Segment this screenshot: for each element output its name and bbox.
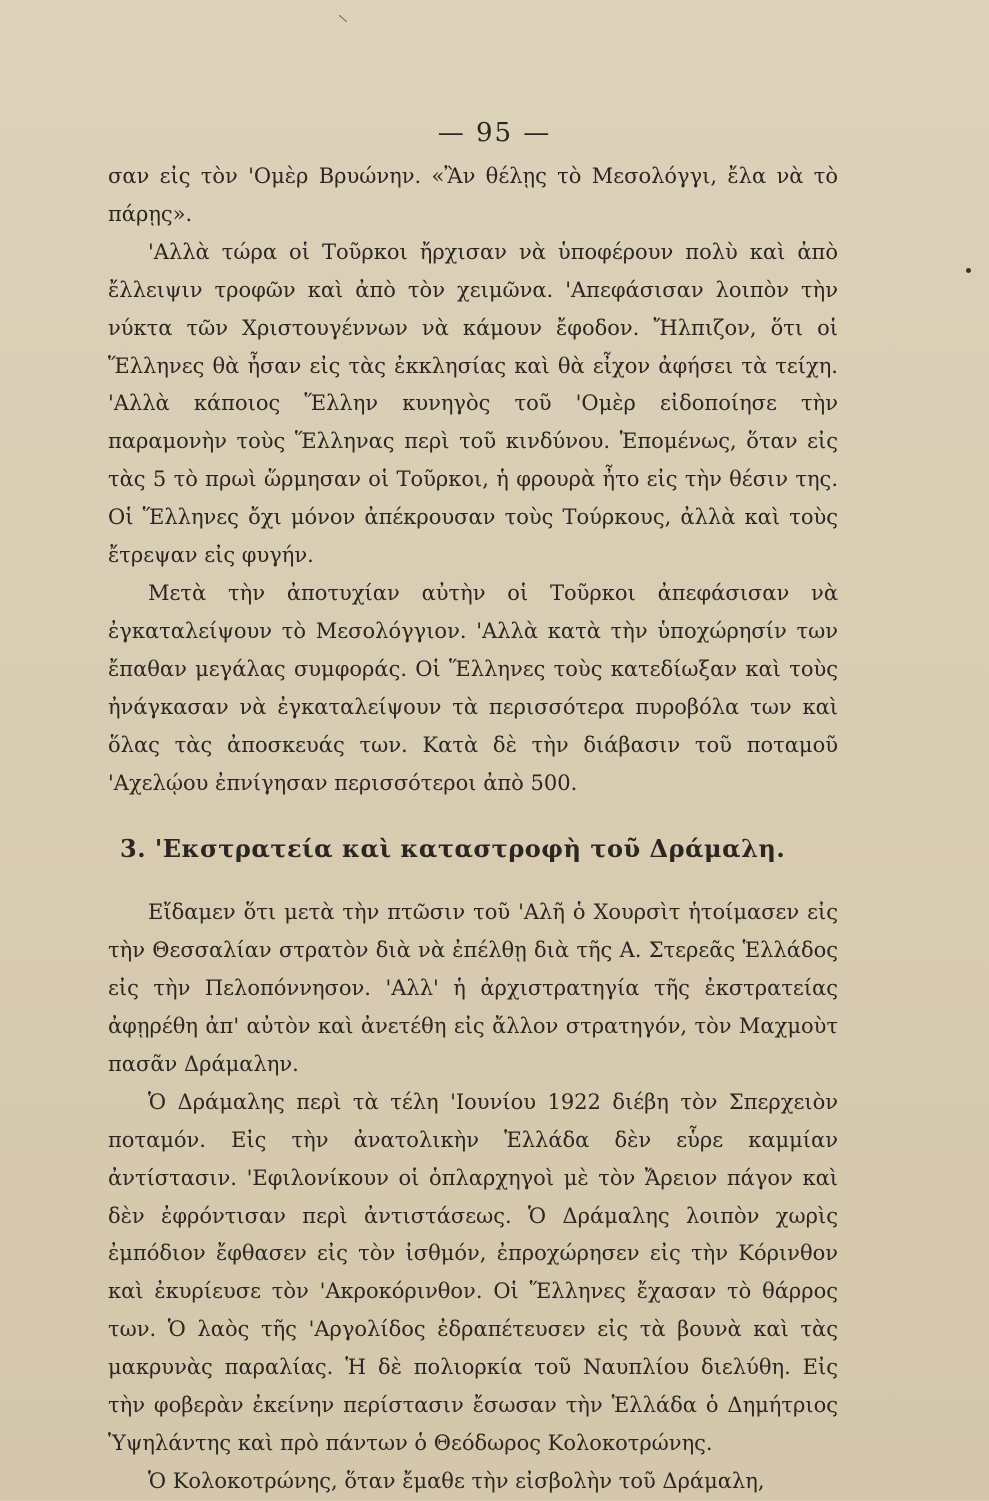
paragraph-continued: σαν εἰς τὸν 'Ομὲρ Βρυώνην. «Ἂν θέλῃς τὸ Μεσολόγγι, ἔλα νὰ τὸ πάρῃς». xyxy=(108,164,838,226)
ink-dot xyxy=(966,268,971,273)
paragraph: Ὁ Δράμαλης περὶ τὰ τέλη 'Ιουνίου 1922 διέβη τὸν Σπερχειὸν ποταμόν. Εἰς τὴν ἀνατολικὴν Ἑλλάδα δὲν εὗρε καμμίαν ἀντίστασιν. 'Εφιλονίκουν οἱ ὁπλαρχηγοὶ μὲ τὸν Ἄρειον πάγον καὶ δὲν ἐφρόντισαν περὶ ἀντιστάσεως. Ὁ Δράμαλης λοιπὸν χωρὶς ἐμπόδιον ἔφθασεν εἰς τὸν ἰσθμόν, ἐπροχώρησεν εἰς τὴν Κόρινθον καὶ ἐκυρίευσε τὸν 'Ακροκόρινθον. Οἱ Ἕλληνες ἔχασαν τὸ θάρρος των. Ὁ λαὸς τῆς 'Αργολίδος ἐδραπέτευσεν εἰς τὰ βουνὰ καὶ τὰς μακρυνὰς παραλίας. Ἡ δὲ πολιορκία τοῦ Ναυπλίου διελύθη. Εἰς τὴν φοβερὰν ἐκείνην περίστασιν ἔσωσαν τὴν Ἑλλάδα ὁ Δημήτριος Ὑψηλάντης καὶ πρὸ πάντων ὁ Θεόδωρος Κολοκοτρώνης. xyxy=(108,1089,838,1455)
paragraph: Ὁ Κολοκοτρώνης, ὅταν ἔμαθε τὴν εἰσβολὴν τοῦ Δράμαλη, xyxy=(148,1468,765,1493)
page-number: — 95 — xyxy=(437,118,552,148)
body-text xyxy=(108,158,838,1501)
paragraph: 'Αλλὰ τώρα οἱ Τοῦρκοι ἤρχισαν νὰ ὑποφέρουν πολὺ καὶ ἀπὸ ἔλλειψιν τροφῶν καὶ ἀπὸ τὸν χειμῶνα. 'Απεφάσισαν λοιπὸν τὴν νύκτα τῶν Χριστουγέννων νὰ κάμουν ἔφοδον. Ἤλπιζον, ὅτι οἱ Ἕλληνες θὰ ἦσαν εἰς τὰς ἐκκλησίας καὶ θὰ εἶχον ἀφήσει τὰ τείχη. 'Αλλὰ κάποιος Ἕλλην κυνηγὸς τοῦ 'Ομὲρ εἰδοποίησε τὴν παραμονὴν τοὺς Ἕλληνας περὶ τοῦ κινδύνου. Ἑπομένως, ὅταν εἰς τὰς 5 τὸ πρωὶ ὥρμησαν οἱ Τοῦρκοι, ἡ φρουρὰ ἦτο εἰς τὴν θέσιν της. Οἱ Ἕλληνες ὄχι μόνον ἀπέκρουσαν τοὺς Τούρκους, ἀλλὰ καὶ τοὺς ἔτρεψαν εἰς φυγήν. xyxy=(108,239,838,568)
section-heading: 3. 'Εκστρατεία καὶ καταστροφὴ τοῦ Δράμαλη. xyxy=(120,834,786,864)
paragraph: Μετὰ τὴν ἀποτυχίαν αὐτὴν οἱ Τοῦρκοι ἀπεφάσισαν νὰ ἐγκαταλείψουν τὸ Μεσολόγγιον. 'Αλλὰ κατὰ τὴν ὑποχώρησίν των ἔπαθαν μεγάλας συμφοράς. Οἱ Ἕλληνες τοὺς κατεδίωξαν καὶ τοὺς ἠνάγκασαν νὰ ἐγκαταλείψουν τὰ περισσότερα πυροβόλα των καὶ ὅλας τὰς ἀποσκευάς των. Κατὰ δὲ τὴν διάβασιν τοῦ ποταμοῦ 'Αχελῴου ἐπνίγησαν περισσότεροι ἀπὸ 500. xyxy=(108,580,838,795)
paragraph: Εἴδαμεν ὅτι μετὰ τὴν πτῶσιν τοῦ 'Αλῆ ὁ Χουρσὶτ ἡτοίμασεν εἰς τὴν Θεσσαλίαν στρατὸν διὰ νὰ ἐπέλθῃ διὰ τῆς Α. Στερεᾶς Ἑλλάδος εἰς τὴν Πελοπόννησον. 'Αλλ' ἡ ἀρχιστρατηγία τῆς ἐκστρατείας ἀφῃρέθη ἀπ' αὐτὸν καὶ ἀνετέθη εἰς ἄλλον στρατηγόν, τὸν Μαχμοὺτ πασᾶν Δράμαλην. xyxy=(108,900,838,1076)
pencil-mark xyxy=(339,15,347,22)
